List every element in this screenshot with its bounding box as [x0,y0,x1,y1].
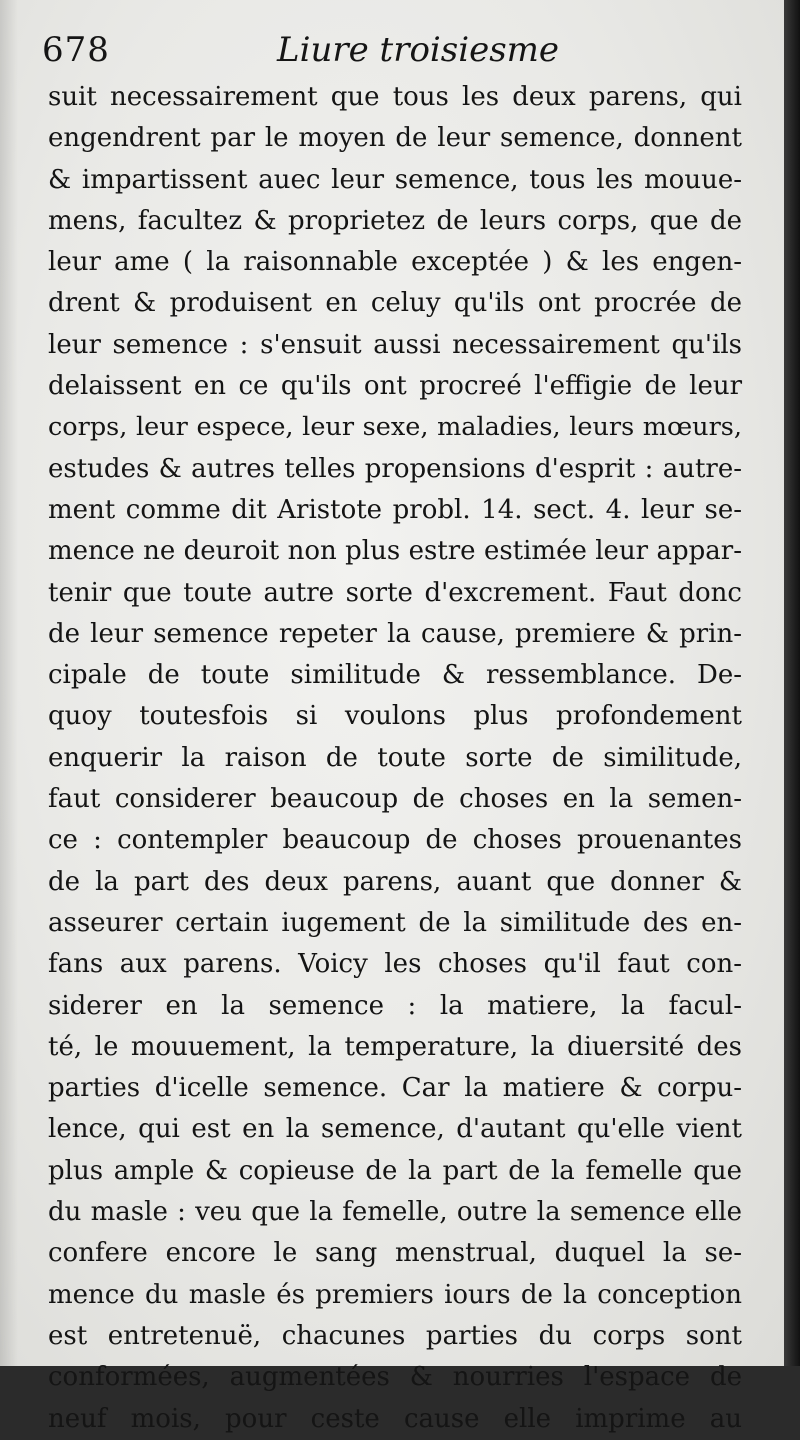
text-line: té, le mouuement, la temperature, la diuersité des [48,1031,742,1062]
text-line: mence ne deuroit non plus estre estimée leur appar- [48,536,742,567]
text-line: ment comme dit Aristote probl. 14. sect. 4. leur se- [48,494,742,525]
text-line: cipale de toute similitude & ressemblance. De- [48,660,742,691]
text-line: du masle : veu que la femelle, outre la semence elle [48,1197,742,1228]
text-line: est entretenuë, chacunes parties du corps sont [48,1320,742,1351]
text-line: leur ame ( la raisonnable exceptée ) & les engen- [48,247,742,278]
text-line: drent & produisent en celuy qu'ils ont procrée de [48,288,742,319]
text-line: mence du masle és premiers iours de la conception [48,1279,742,1310]
text-line: de leur semence repeter la cause, premiere & prin- [48,618,742,649]
text-line: enquerir la raison de toute sorte de similitude, [48,742,742,773]
body-text [48,77,742,1440]
text-line: lence, qui est en la semence, d'autant qu'elle vient [48,1114,742,1145]
text-line: suit necessairement que tous les deux parens, qui [48,82,742,112]
text-line: engendrent par le moyen de leur semence, donnent [48,123,742,154]
text-line: siderer en la semence : la matiere, la facul- [48,990,742,1021]
book-edge [784,0,800,1366]
text-line: neuf mois, pour ceste cause elle imprime au [48,1403,742,1434]
text-line: faut considerer beaucoup de choses en la semen- [48,784,742,815]
text-line: confere encore le sang menstrual, duquel la se- [48,1238,742,1269]
text-line: mens, facultez & proprietez de leurs corps, que de [48,205,742,236]
text-line: parties d'icelle semence. Car la matiere & corpu- [48,1073,742,1104]
running-head: Liure troisiesme [277,30,560,70]
text-line: asseurer certain iugement de la similitude des en- [48,907,742,938]
text-line: de la part des deux parens, auant que donner & [48,866,742,897]
page-number: 678 [42,30,110,70]
text-line: conformées, augmentées & nourries l'espace de [48,1362,742,1393]
text-line: & impartissent auec leur semence, tous les mouue- [48,164,742,195]
text-line: estudes & autres telles propensions d'esprit : autre- [48,453,742,484]
text-line: quoy toutesfois si voulons plus profondement [48,701,742,732]
text-line: fans aux parens. Voicy les choses qu'il faut con- [48,949,742,980]
text-line: plus ample & copieuse de la part de la femelle que [48,1155,742,1186]
text-line: tenir que toute autre sorte d'excrement. Faut donc [48,577,742,608]
text-line: delaissent en ce qu'ils ont procreé l'effigie de leur [48,371,742,402]
gutter-shadow [0,0,18,1366]
text-line: ce : contempler beaucoup de choses prouenantes [48,825,742,856]
text-line: leur semence : s'ensuit aussi necessairement qu'ils [48,329,742,360]
text-line: corps, leur espece, leur sexe, maladies, leurs mœurs, [48,412,742,443]
page-header [42,30,742,80]
